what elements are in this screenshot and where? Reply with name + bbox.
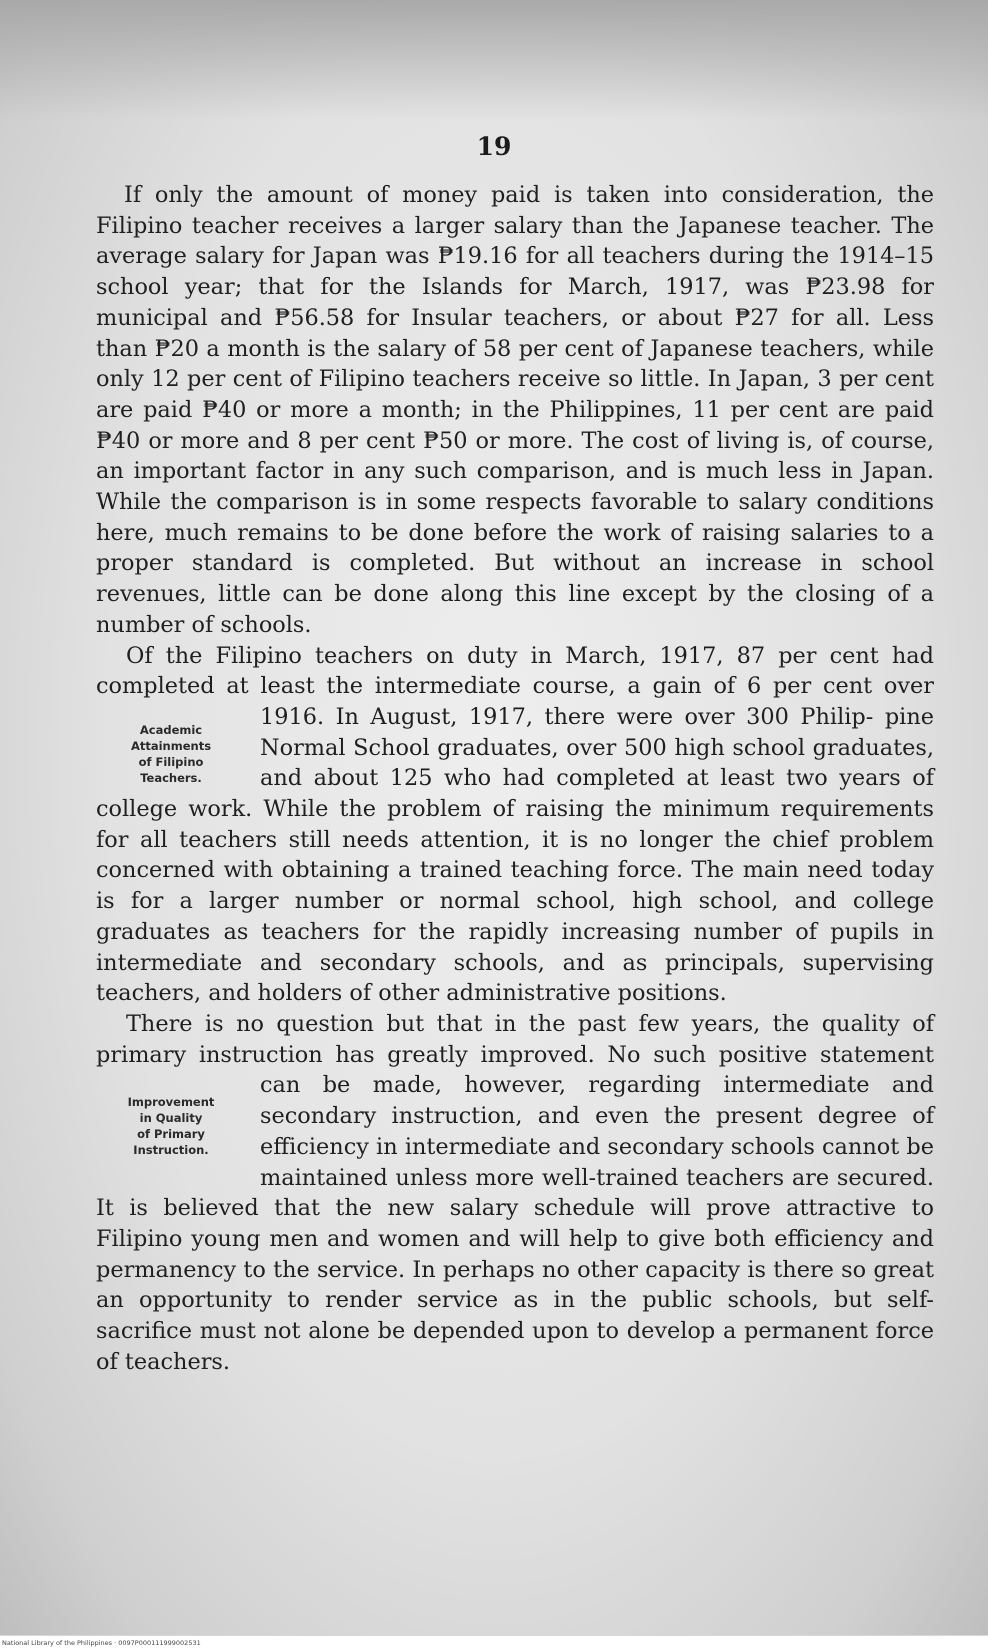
page-number: 19 bbox=[476, 132, 512, 161]
margin-note-line: of Primary bbox=[137, 1127, 205, 1142]
paragraph-text-start: Of the Filipino teachers on duty in March, 1917, 87 per cent had completed at least the intermediate course, a gain of 6 per cent over 1916. In August, 1917, there were over 300 Philip- bbox=[96, 642, 934, 730]
paragraph-text-start: There is no question but that in the past few years, the quality of primary instruction has greatly improved. No such positive statement can be made, however, regarding intermediate and bbox=[96, 1010, 934, 1099]
paragraph-primary-instruction bbox=[96, 1009, 934, 1377]
margin-note-improvement-quality bbox=[96, 1094, 246, 1158]
margin-note-line: Instruction. bbox=[133, 1143, 209, 1158]
paragraph-text-continued: pine Normal School graduates, over 500 high school graduates, and about 125 who had completed at least two years of college work. While the problem of raising the minimum requirements for all teachers still needs attention, it is no longer the chief problem concerned with obtaining a trained teaching force. The main need today is for a larger number or normal school, high school, and college graduates as teachers for the rapidly increasing number of pupils in intermediate and secondary schools, and as principals, supervising teachers, and holders of other administrative positions. bbox=[96, 703, 934, 1007]
body-text bbox=[96, 180, 934, 1377]
margin-note-line: Academic bbox=[139, 722, 203, 737]
paragraph-salary-comparison: If only the amount of money paid is taken into consideration, the Filipino teacher receives a larger salary than the Japanese teacher. The average salary for Japan was ₱19.16 for all teachers during the 1914–15 school year; that for the Islands for March, 1917, was ₱23.98 for municipal and ₱56.58 for Insular teachers, or about ₱27 for all. Less than ₱20 a month is the salary of 58 per cent of Japanese teachers, while only 12 per cent of Filipino teachers receive so little. In Japan, 3 per cent are paid ₱40 or more a month; in the Philippines, 11 per cent are paid ₱40 or more and 8 per cent ₱50 or more. The cost of living is, of course, an important factor in any such comparison, and is much less in Japan. While the comparison is in some respects favorable to salary conditions here, much remains to be done before the work of raising salaries to a proper standard is completed. But without an increase in school revenues, little can be done along this line except by the closing of a number of schools. bbox=[96, 182, 934, 638]
margin-note-academic-attainments bbox=[96, 722, 246, 786]
margin-note-line: in Quality bbox=[139, 1111, 203, 1126]
paragraph-academic-attainments bbox=[96, 641, 934, 1009]
margin-note-line: Teachers. bbox=[140, 770, 202, 785]
margin-note-line: Improvement bbox=[127, 1095, 215, 1110]
footer-credit: National Library of the Philippines · 0097P000111999002531 bbox=[2, 1639, 201, 1647]
margin-note-line: Attainments bbox=[130, 738, 212, 753]
paragraph-text-continued: secondary instruction, and even the present degree of efficiency in intermediate and secondary schools cannot be maintained unless more well-trained teachers are secured. It is believed that the new salary schedule will prove attractive to Filipino young men and women and will help to give both efficiency and permanency to the service. In perhaps no other capacity is there so great an opportunity to render service as in the public schools, but self-sacrifice must not alone be depended upon to develop a permanent force of teachers. bbox=[96, 1103, 934, 1375]
footer-bar bbox=[0, 1635, 988, 1652]
margin-note-line: of Filipino bbox=[138, 754, 204, 769]
